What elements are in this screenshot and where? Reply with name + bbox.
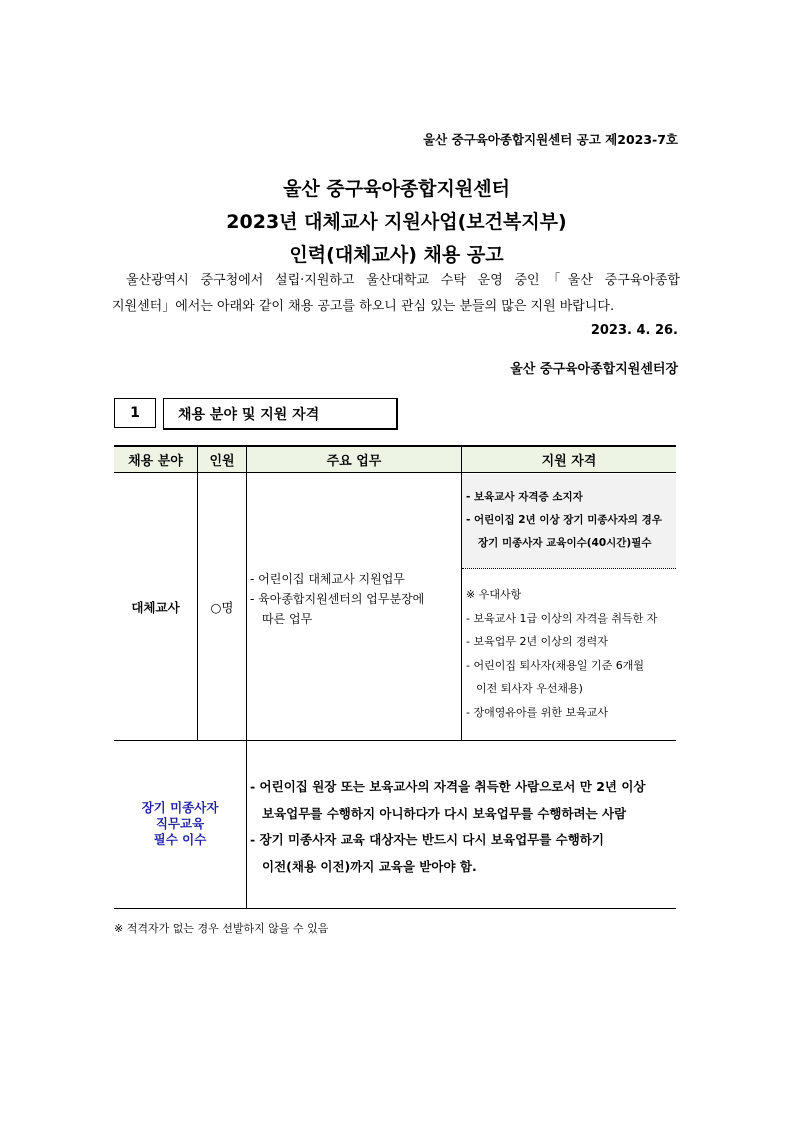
notice-number: 울산 중구육아종합지원센터 공고 제2023-7호 (423, 132, 678, 147)
duty-item-continuation: 따른 업무 (262, 612, 313, 626)
notice-date: 2023. 4. 26. (590, 323, 678, 338)
duty-item: - 어린이집 대체교사 지원업무 (250, 572, 405, 586)
intro-line-1: 울산광역시 중구청에서 설립·지원하고 울산대학교 수탁 운영 중인「울산 중구육아종합 (126, 273, 680, 288)
section-number: 1 (114, 398, 156, 428)
header-qualifications: 지원 자격 (541, 454, 597, 469)
duties-cell (250, 569, 458, 629)
table-row-border (114, 740, 676, 741)
required-item: - 어린이집 2년 이상 장기 미종사자의 경우 (466, 514, 662, 526)
table-column-divider (197, 447, 198, 740)
table-column-divider (461, 447, 462, 740)
training-item: - 장기 미종사자 교육 대상자는 반드시 다시 보육업무를 수행하기 (250, 832, 604, 847)
preferred-item: - 보육업무 2년 이상의 경력자 (466, 635, 608, 648)
title-line-3: 인력(대체교사) 채용 공고 (289, 244, 504, 266)
training-item: - 어린이집 원장 또는 보육교사의 자격을 취득한 사람으로서 만 2년 이상 (250, 779, 646, 794)
training-label-line: 필수 이수 (153, 832, 207, 847)
preferred-qualifications (466, 583, 674, 724)
intro-line-2: 지원센터」에서는 아래와 같이 채용 공고를 하오니 관심 있는 분들의 많은 지원 바랍니다. (112, 299, 615, 314)
duty-item: - 육아종합지원센터의 업무분장에 (250, 592, 425, 606)
header-duties: 주요 업무 (326, 454, 382, 469)
training-item-continuation: 이전(채용 이전)까지 교육을 받아야 함. (262, 858, 477, 874)
count-cell: ○명 (210, 600, 234, 615)
preferred-item-continuation: 이전 퇴사자 우선채용) (476, 682, 583, 695)
intro-paragraph (112, 268, 680, 320)
preferred-item: - 보육교사 1급 이상의 자격을 취득한 자 (466, 611, 658, 625)
section-title: 채용 분야 및 지원 자격 (163, 398, 398, 430)
required-qualifications (466, 486, 674, 555)
training-requirements (250, 774, 680, 880)
qualification-dotted-divider (462, 568, 676, 569)
table-column-divider (246, 447, 247, 908)
preferred-item: - 어린이집 퇴사자(채용일 기준 6개월 (466, 658, 645, 672)
required-item-continuation: 장기 미종사자 교육이수(40시간)필수 (478, 537, 652, 549)
header-count: 인원 (209, 454, 235, 469)
training-item-continuation: 보육업무를 수행하지 아니하다가 다시 보육업무를 수행하려는 사람 (262, 805, 627, 821)
preferred-item: - 장애영유아를 위한 보육교사 (466, 705, 608, 719)
table-bottom-border (114, 908, 676, 909)
required-item: - 보육교사 자격증 소지자 (466, 491, 583, 503)
director-signature: 울산 중구육아종합지원센터장 (510, 362, 678, 377)
title-line-2: 2023년 대체교사 지원사업(보건복지부) (226, 211, 567, 233)
footnote: ※ 적격자가 없는 경우 선발하지 않을 수 있음 (114, 922, 329, 935)
title-line-1: 울산 중구육아종합지원센터 (283, 178, 510, 200)
training-label-line: 직무교육 (155, 816, 205, 831)
preferred-heading: ※ 우대사항 (466, 588, 522, 601)
table-header-border (114, 472, 676, 473)
header-role: 채용 분야 (128, 454, 183, 469)
role-cell: 대체교사 (131, 600, 180, 615)
training-label-line: 장기 미종사자 (141, 800, 219, 815)
training-label (114, 800, 246, 848)
